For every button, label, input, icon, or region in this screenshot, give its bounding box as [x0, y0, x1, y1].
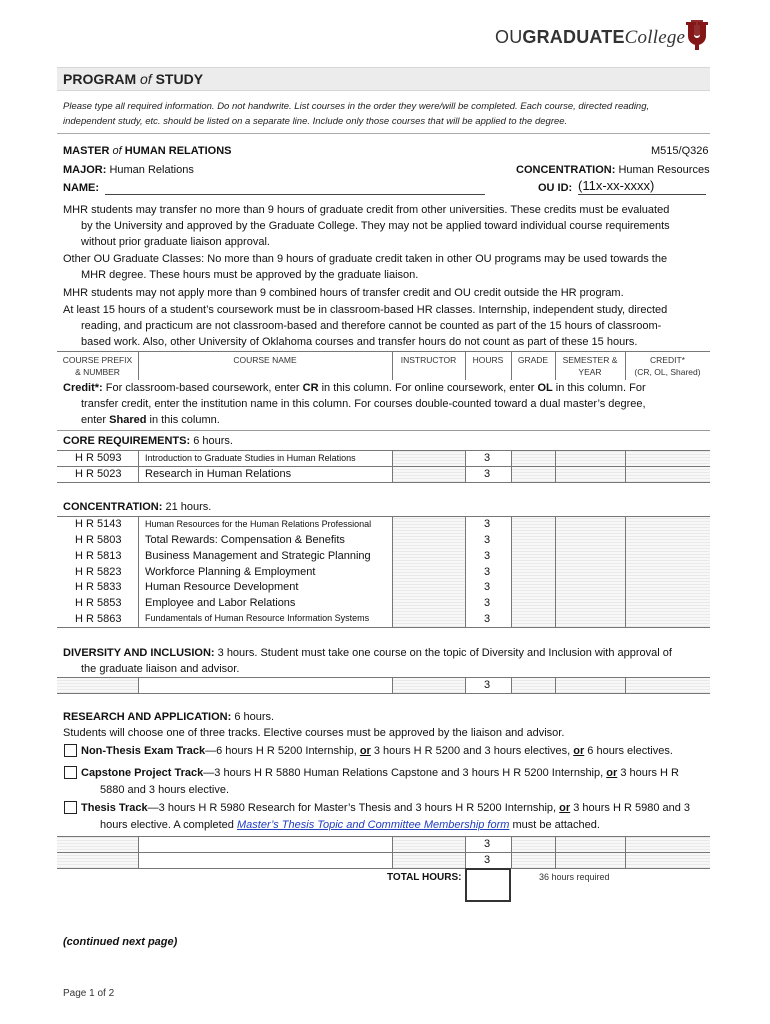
ou-classes-rule: Other OU Graduate Classes: No more than 9 hours of graduate credit taken in other OU programs may be used towards the MHR degree. These hours must be approved by the graduate liaison.: [63, 253, 668, 281]
capstone-track-text: Capstone Project Track—3 hours H R 5880 Human Relations Capstone and 3 hours H R 5200 Internship, or 3 hours H R 5880 and 3 hours elective.: [81, 767, 680, 796]
column-header-semester: SEMESTER & YEAR: [562, 355, 618, 377]
course-name: Human Resource Development: [145, 581, 299, 593]
course-prefix: H R 5803: [75, 534, 122, 546]
ouid-label: OU ID:: [538, 182, 573, 194]
name-label: NAME:: [63, 182, 100, 194]
combined-hours-rule: MHR students may not apply more than 9 combined hours of transfer credit and OU credit outside the HR program.: [63, 287, 624, 299]
column-header-credit: CREDIT* (CR, OL, Shared): [634, 355, 701, 377]
ou-logo-icon: [683, 18, 711, 52]
degree-title: MASTER of HUMAN RELATIONS: [63, 145, 232, 157]
concentration-field: CONCENTRATION: Human Resources: [516, 164, 710, 176]
core-requirements-heading: CORE REQUIREMENTS: 6 hours.: [63, 435, 233, 447]
course-prefix: H R 5833: [75, 581, 122, 593]
course-name: Workforce Planning & Employment: [145, 566, 316, 578]
course-prefix: H R 5863: [75, 613, 122, 625]
total-hours-field[interactable]: [465, 868, 511, 902]
course-prefix: H R 5823: [75, 566, 122, 578]
course-name: Employee and Labor Relations: [145, 597, 296, 609]
course-hours: 3: [483, 613, 491, 625]
course-name: Introduction to Graduate Studies in Human Relations: [145, 453, 356, 463]
transfer-rule: MHR students may transfer no more than 9 hours of graduate credit from other universities. These credits must be evaluated by the University and approved by the Graduate College. They may not be applied toward individual course requirements without prior graduate liaison approval.: [63, 204, 670, 248]
column-header-hours: HOURS: [472, 355, 504, 365]
continued-note: (continued next page): [63, 936, 178, 948]
course-name: Business Management and Strategic Planning: [145, 550, 371, 562]
college-logo-text: OUGRADUATECollege: [495, 27, 686, 48]
total-hours-label: TOTAL HOURS:: [387, 872, 462, 883]
thesis-track-text: Thesis Track—3 hours H R 5980 Research for Master’s Thesis and 3 hours H R 5200 Internship, or 3 hours H R 5980 and 3 hours elective. A completed Master’s Thesis Topic and Committee Membership form must be attached.: [81, 802, 691, 831]
research-hours-2: 3: [483, 854, 491, 866]
column-header-grade: GRADE: [517, 355, 549, 365]
page-title: PROGRAM of STUDY: [63, 71, 204, 87]
course-prefix: H R 5813: [75, 550, 122, 562]
classroom-rule: At least 15 hours of a student’s coursework must be in classroom-based HR classes. Internship, independent study, directed reading, and practicum are not classroom-based and therefore cannot be counted as part of the 15 hours of classroom- based work. Also, other University of Oklahoma courses and transfer hours do not count as part of these 15 hours.: [63, 304, 668, 348]
column-header-instructor: INSTRUCTOR: [400, 355, 457, 365]
research-heading: RESEARCH AND APPLICATION: 6 hours.: [63, 711, 275, 723]
diversity-hours: 3: [483, 679, 491, 691]
column-header-prefix: COURSE PREFIX & NUMBER: [62, 355, 133, 377]
course-prefix: H R 5023: [75, 468, 122, 480]
instructions-line-1: Please type all required information. Do not handwrite. List courses in the order they were/will be completed. Each course, directed reading,: [63, 101, 650, 112]
course-hours: 3: [483, 581, 491, 593]
major-field: MAJOR: Human Relations: [63, 164, 194, 176]
course-prefix: H R 5853: [75, 597, 122, 609]
course-prefix: H R 5143: [75, 518, 122, 530]
course-hours: 3: [483, 566, 491, 578]
page-number: Page 1 of 2: [63, 988, 115, 999]
thesis-track-checkbox[interactable]: [64, 801, 77, 814]
capstone-track-checkbox[interactable]: [64, 766, 77, 779]
ouid-field[interactable]: (11x-xx-xxxx): [578, 178, 655, 193]
non-thesis-track-text: Non-Thesis Exam Track—6 hours H R 5200 Internship, or 3 hours H R 5200 and 3 hours electives, or 6 hours electives.: [81, 745, 673, 757]
non-thesis-track-checkbox[interactable]: [64, 744, 77, 757]
column-header-course-name: COURSE NAME: [233, 355, 297, 365]
ouid-underline: [578, 194, 706, 195]
name-field[interactable]: [105, 194, 485, 195]
concentration-heading: CONCENTRATION: 21 hours.: [63, 501, 212, 513]
research-hours-1: 3: [483, 838, 491, 850]
course-hours: 3: [483, 468, 491, 480]
hours-required-note: 36 hours required: [539, 872, 610, 882]
program-code: M515/Q326: [651, 145, 709, 157]
course-hours: 3: [483, 550, 491, 562]
course-name: Human Resources for the Human Relations Professional: [145, 519, 372, 529]
divider: [57, 133, 710, 134]
diversity-heading: DIVERSITY AND INCLUSION: 3 hours. Student must take one course on the topic of Diversity and Inclusion with approval of the graduate liaison and advisor.: [63, 647, 672, 675]
course-hours: 3: [483, 597, 491, 609]
course-hours: 3: [483, 518, 491, 530]
course-hours: 3: [483, 452, 491, 464]
course-hours: 3: [483, 534, 491, 546]
credit-note: Credit*: For classroom-based coursework, enter CR in this column. For online coursework, enter OL in this column. For transfer credit, enter the institution name in this column. For courses double-counted toward a dual master’s degree, enter Shared in this column.: [63, 382, 646, 426]
course-name: Fundamentals of Human Resource Information Systems: [145, 613, 370, 623]
thesis-form-link[interactable]: Master’s Thesis Topic and Committee Membership form: [236, 819, 510, 831]
course-name: Research in Human Relations: [145, 468, 292, 480]
course-prefix: H R 5093: [75, 452, 122, 464]
research-intro: Students will choose one of three tracks. Elective courses must be approved by the liaison and advisor.: [63, 727, 565, 739]
instructions-line-2: independent study, etc. should be listed on a separate line. Include only those courses that will be applied to the degree.: [63, 116, 568, 127]
course-name: Total Rewards: Compensation & Benefits: [145, 534, 345, 546]
